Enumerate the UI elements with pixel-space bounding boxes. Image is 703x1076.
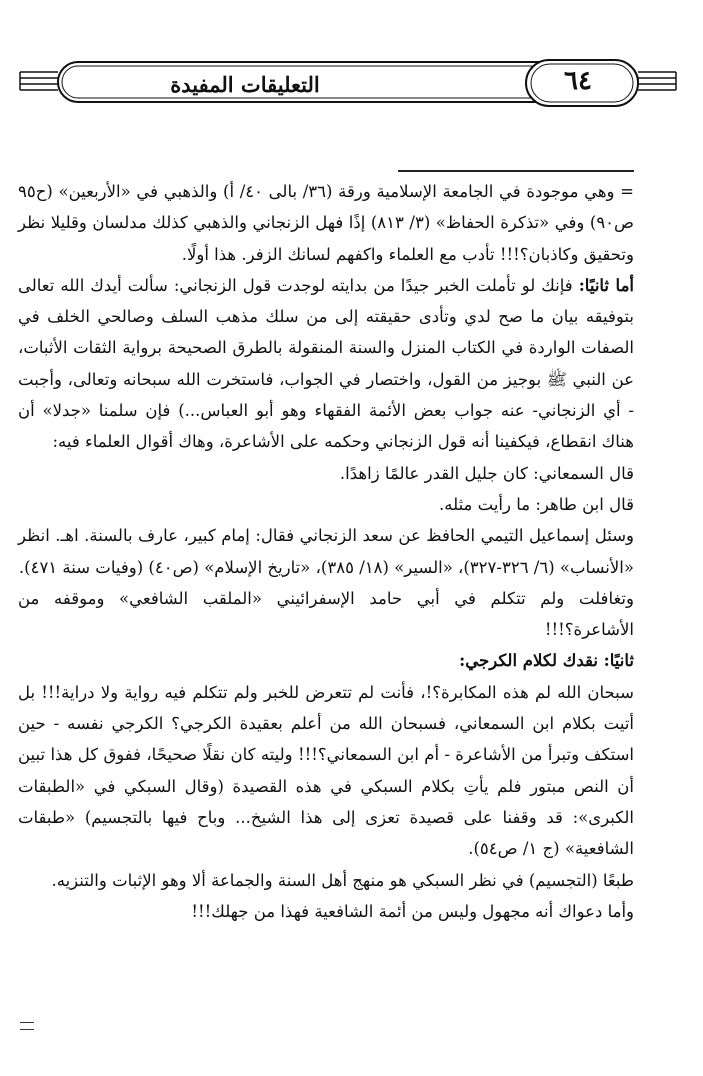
paragraph (18, 458, 634, 489)
paragraph-text: طبعًا (التجسيم) في نظر السبكي هو منهج أهل السنة والجماعة ألا وهو الإثبات والتنزيه. (51, 870, 634, 890)
footnote-divider (398, 170, 634, 172)
section-heading-text: ثانيًا: نقدك لكلام الكرجي: (459, 651, 634, 671)
page-number: ٦٤ (564, 66, 592, 96)
paragraph (18, 520, 634, 583)
paragraph (18, 270, 634, 458)
paragraph-text: فإنك لو تأملت الخبر جيدًا من بدايته لوجدت قول الزنجاني: سألت أيدك الله تعالى بتوفيقه بيان ما صح لدي وتأدى حقيقته إلى من سلك مذهب السلف وصالحي الخلف في الصفات الواردة في الكتاب المنزل والسنة المنقولة بالطرق الصحيحة برواية الثقات الأثبات، عن النبي ﷺ بوجيز من القول، واختصار في الجواب، فاستخرت الله سبحانه وتعالى، وأجبت - أي الزنجاني- عنه جواب بعض الأئمة الفقهاء وهو أبو العباس...) فإن سلمنا «جدلا» أن هناك انقطاع، فيكفينا أنه قول الزنجاني وحكمه على الأشاعرة، وهاك أقوال العلماء فيه: (18, 275, 634, 452)
paragraph (18, 176, 634, 270)
paragraph (18, 677, 634, 865)
paragraph-text: وأما دعواك أنه مجهول وليس من أئمة الشافعية فهذا من جهلك!!! (191, 901, 634, 921)
paragraph (18, 583, 634, 646)
paragraph-text: وسئل إسماعيل التيمي الحافظ عن سعد الزنجاني فقال: إمام كبير، عارف بالسنة. اهـ. انظر «الأنساب» (٦/ ٣٢٦-٣٢٧)، «السير» (١٨/ ٣٨٥)، «تاريخ الإسلام» (ص٤٠) (وفيات سنة ٤٧١). (18, 526, 634, 577)
paragraph-text: وتغافلت ولم تتكلم في أبي حامد الإسفرائيني «الملقب الشافعي» وموقفه من الأشاعرة؟!!! (18, 588, 634, 640)
paragraph (18, 896, 634, 927)
page-body (18, 176, 634, 927)
paragraph-lead: أما ثانيًا: (578, 275, 634, 295)
paragraph-text: = وهي موجودة في الجامعة الإسلامية ورقة (٣٦/ بالى ٤٠/ أ) والذهبي في «الأربعين» (ح٩٥ ص٩٠) وفي «تذكرة الحفاظ» (٣/ ٨١٣) إذًا فهل الزنجاني والذهبي كذلك مدلسان وقليلا نظر وتحقيق وكاذبان؟!!! تأدب مع العلماء واكفهم لسانك الزفر. هذا أولًا. (18, 182, 634, 264)
paragraph (18, 865, 634, 896)
book-title: التعليقات المفيدة (170, 72, 320, 97)
paragraph-text: سبحان الله لم هذه المكابرة؟!، فأنت لم تتعرض للخبر ولم تتكلم فيه رواية ولا دراية!!! بل أتيت بكلام ابن السمعاني، فسبحان الله من أعلم بعقيدة الكرجي؟ الكرجي نفسه - حين استكف وتبرأ من الأشاعرة - أم ابن السمعاني؟!!! وليته كان نقلًا صحيحًا، ففوق كل هذا تبين أن النص مبتور فلم يأتِ بكلام السبكي في هذه القصيدة (وقال السبكي في «الطبقات الكبرى»: قد وقفنا على قصيدة تعزى إلى هذا الشيخ... وباح فيها بالتجسيم) «طبقات الشافعية» (ج ١/ ص٥٤). (18, 682, 634, 859)
paragraph (18, 489, 634, 520)
section-heading (18, 645, 634, 676)
paragraph-text: قال السمعاني: كان جليل القدر عالمًا زاهدًا. (339, 463, 634, 483)
paragraph-text: قال ابن طاهر: ما رأيت مثله. (439, 494, 634, 514)
margin-mark (20, 1022, 34, 1030)
